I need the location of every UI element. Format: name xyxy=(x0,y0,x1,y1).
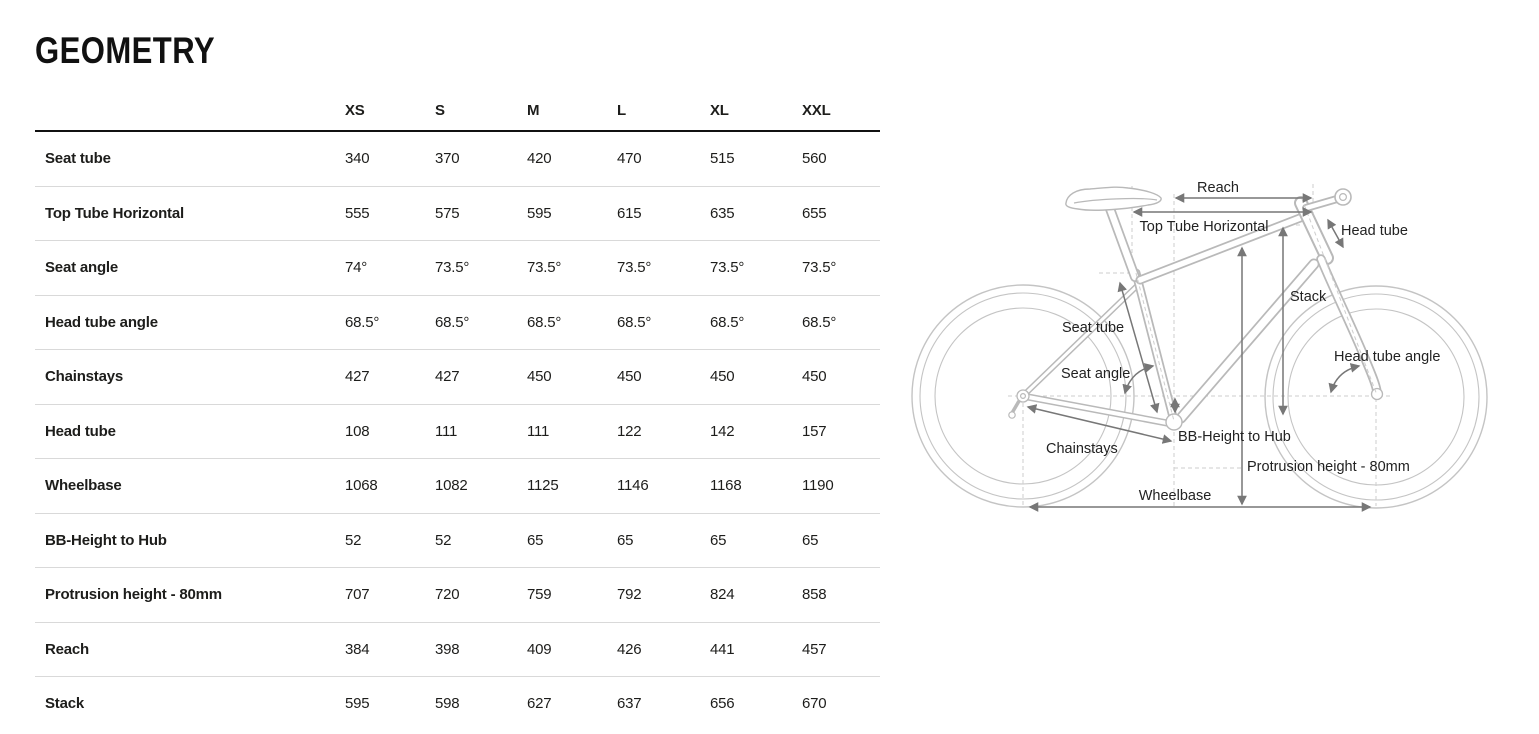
table-cell: 68.5° xyxy=(435,313,470,331)
row-label: Chainstays xyxy=(45,368,124,386)
table-cell: 615 xyxy=(617,204,642,222)
column-header-s: S xyxy=(435,101,445,119)
table-cell: 73.5° xyxy=(617,259,652,277)
row-label: BB-Height to Hub xyxy=(45,531,167,549)
label-seat-tube: Seat tube xyxy=(1062,320,1125,336)
table-cell: 65 xyxy=(710,531,727,549)
table-cell: 637 xyxy=(617,695,642,713)
row-label: Stack xyxy=(45,695,85,713)
table-cell: 450 xyxy=(802,368,827,386)
label-stack: Stack xyxy=(1290,289,1327,305)
table-cell: 427 xyxy=(435,368,460,386)
label-bb-height: BB-Height to Hub xyxy=(1178,429,1291,445)
table-cell: 627 xyxy=(527,695,552,713)
column-header-xs: XS xyxy=(345,101,365,119)
table-cell: 670 xyxy=(802,695,827,713)
table-cell: 707 xyxy=(345,586,370,604)
table-row xyxy=(35,187,880,242)
table-row xyxy=(35,459,880,514)
row-label: Top Tube Horizontal xyxy=(45,204,184,222)
table-cell: 73.5° xyxy=(527,259,562,277)
table-cell: 384 xyxy=(345,640,370,658)
table-cell: 792 xyxy=(617,586,642,604)
label-head-tube-angle: Head tube angle xyxy=(1334,349,1441,365)
table-cell: 426 xyxy=(617,640,642,658)
table-cell: 73.5° xyxy=(710,259,745,277)
table-cell: 68.5° xyxy=(527,313,562,331)
table-row xyxy=(35,132,880,187)
table-cell: 122 xyxy=(617,422,642,440)
row-label: Reach xyxy=(45,640,90,658)
row-label: Wheelbase xyxy=(45,477,122,495)
table-row xyxy=(35,405,880,460)
table-cell: 759 xyxy=(527,586,552,604)
table-cell: 142 xyxy=(710,422,735,440)
table-cell: 370 xyxy=(435,150,460,168)
column-header-l: L xyxy=(617,101,626,119)
table-cell: 157 xyxy=(802,422,827,440)
table-cell: 68.5° xyxy=(617,313,652,331)
table-row xyxy=(35,677,880,731)
geometry-table xyxy=(35,90,880,731)
page-title: GEOMETRY xyxy=(35,30,216,71)
table-cell: 65 xyxy=(617,531,634,549)
table-cell: 470 xyxy=(617,150,642,168)
table-row xyxy=(35,350,880,405)
table-row xyxy=(35,514,880,569)
table-cell: 858 xyxy=(802,586,827,604)
table-cell: 65 xyxy=(802,531,819,549)
table-cell: 65 xyxy=(527,531,544,549)
table-cell: 450 xyxy=(527,368,552,386)
table-cell: 595 xyxy=(527,204,552,222)
table-cell: 1125 xyxy=(527,477,559,495)
table-cell: 560 xyxy=(802,150,827,168)
table-cell: 73.5° xyxy=(435,259,470,277)
row-label: Seat tube xyxy=(45,150,111,168)
table-cell: 1168 xyxy=(710,477,742,495)
table-header-row xyxy=(35,90,880,132)
table-cell: 398 xyxy=(435,640,460,658)
row-label: Head tube angle xyxy=(45,313,158,331)
table-cell: 515 xyxy=(710,150,735,168)
table-cell: 52 xyxy=(435,531,452,549)
row-label: Head tube xyxy=(45,422,116,440)
table-cell: 1068 xyxy=(345,477,378,495)
table-cell: 441 xyxy=(710,640,735,658)
table-cell: 68.5° xyxy=(710,313,745,331)
table-cell: 68.5° xyxy=(802,313,837,331)
table-cell: 635 xyxy=(710,204,735,222)
table-cell: 340 xyxy=(345,150,370,168)
column-header-xxl: XXL xyxy=(802,101,831,119)
label-seat-angle: Seat angle xyxy=(1061,366,1131,382)
table-cell: 74° xyxy=(345,259,368,277)
label-top-tube: Top Tube Horizontal xyxy=(1139,219,1269,235)
table-cell: 598 xyxy=(435,695,460,713)
table-cell: 68.5° xyxy=(345,313,380,331)
table-cell: 720 xyxy=(435,586,460,604)
bike-geometry-diagram xyxy=(900,145,1525,530)
table-cell: 457 xyxy=(802,640,827,658)
table-cell: 555 xyxy=(345,204,370,222)
row-label: Seat angle xyxy=(45,259,119,277)
table-row xyxy=(35,296,880,351)
table-cell: 1146 xyxy=(617,477,649,495)
column-header-xl: XL xyxy=(710,101,729,119)
table-row xyxy=(35,623,880,678)
table-cell: 73.5° xyxy=(802,259,837,277)
label-wheelbase: Wheelbase xyxy=(1138,488,1212,504)
table-cell: 1082 xyxy=(435,477,468,495)
label-head-tube: Head tube xyxy=(1341,223,1408,239)
table-body xyxy=(35,132,880,731)
label-reach: Reach xyxy=(1197,180,1239,196)
table-cell: 111 xyxy=(435,422,458,440)
table-cell: 824 xyxy=(710,586,735,604)
table-cell: 52 xyxy=(345,531,362,549)
table-cell: 575 xyxy=(435,204,460,222)
table-cell: 409 xyxy=(527,640,552,658)
label-chainstays: Chainstays xyxy=(1046,441,1118,457)
table-cell: 595 xyxy=(345,695,370,713)
table-cell: 655 xyxy=(802,204,827,222)
table-cell: 111 xyxy=(527,422,550,440)
label-protrusion: Protrusion height - 80mm xyxy=(1247,459,1410,475)
table-cell: 420 xyxy=(527,150,552,168)
table-cell: 656 xyxy=(710,695,735,713)
table-cell: 427 xyxy=(345,368,370,386)
table-cell: 450 xyxy=(617,368,642,386)
table-cell: 108 xyxy=(345,422,370,440)
table-cell: 450 xyxy=(710,368,735,386)
table-row xyxy=(35,568,880,623)
table-cell: 1190 xyxy=(802,477,834,495)
row-label: Protrusion height - 80mm xyxy=(45,586,222,604)
column-header-m: M xyxy=(527,101,540,119)
table-row xyxy=(35,241,880,296)
